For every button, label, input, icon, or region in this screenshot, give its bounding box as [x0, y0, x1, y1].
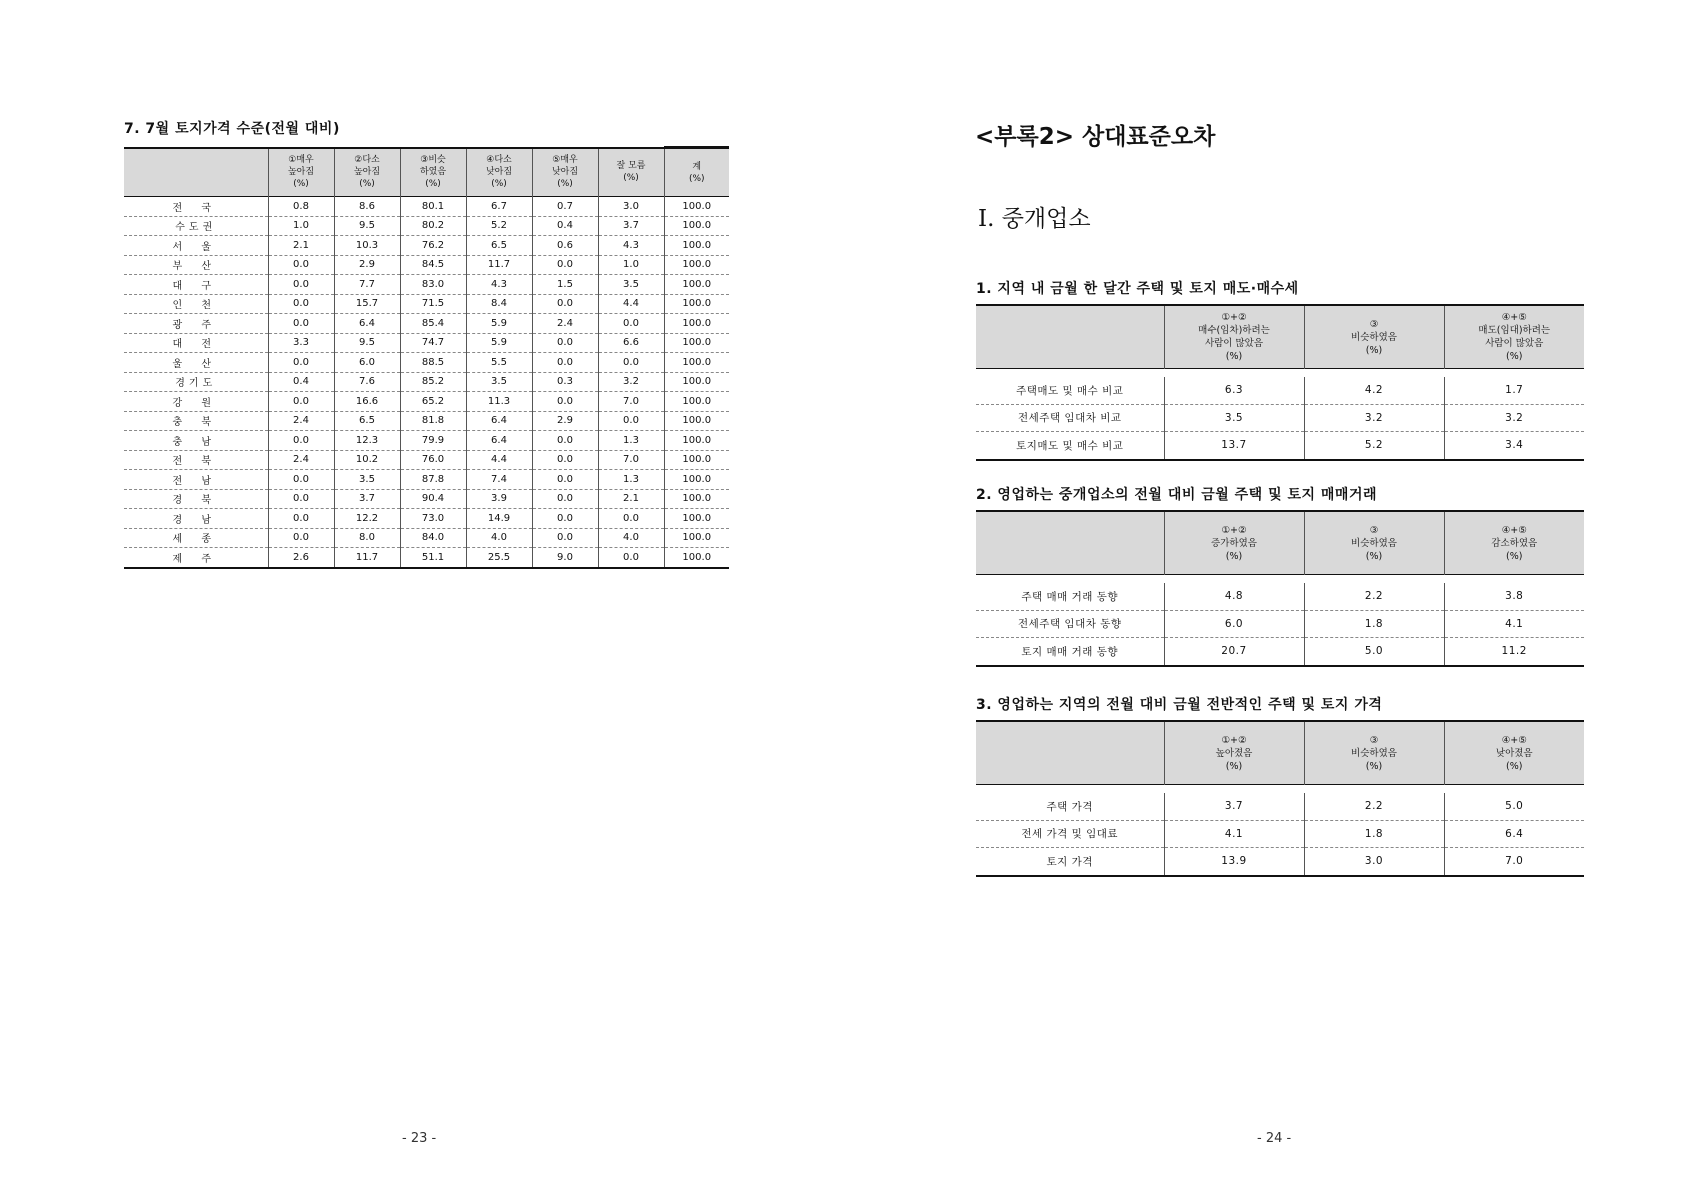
table-row — [976, 820, 1584, 848]
table-body — [124, 197, 729, 568]
spacer-cell — [976, 785, 1164, 794]
spacer-cell — [1304, 785, 1444, 794]
table-cell: 2.4 — [268, 450, 334, 470]
table-cell: 11.3 — [466, 392, 532, 412]
table-cell: 6.0 — [334, 353, 400, 373]
table-cell: 4.8 — [1164, 583, 1304, 610]
row-label: 경 남 — [124, 509, 268, 529]
table-row — [124, 509, 729, 529]
table-cell: 2.6 — [268, 548, 334, 568]
table-cell: 3.0 — [1304, 848, 1444, 876]
transaction-trend-table — [976, 510, 1584, 667]
table-cell: 100.0 — [664, 431, 729, 451]
table-cell: 5.9 — [466, 333, 532, 353]
table-cell: 7.7 — [334, 275, 400, 295]
price-trend-table — [976, 720, 1584, 877]
table-row — [124, 216, 729, 236]
table-cell: 0.0 — [532, 353, 598, 373]
table-cell: 1.3 — [598, 470, 664, 490]
header-corner — [124, 148, 268, 197]
table-cell: 100.0 — [664, 216, 729, 236]
table-cell: 65.2 — [400, 392, 466, 412]
row-label: 경기도 — [124, 372, 268, 392]
table-row — [124, 431, 729, 451]
table-cell: 100.0 — [664, 528, 729, 548]
page-number: - 24 - — [1257, 1131, 1292, 1146]
table-cell: 25.5 — [466, 548, 532, 568]
table-cell: 1.8 — [1304, 820, 1444, 848]
header-corner — [976, 511, 1164, 575]
row-label: 세 종 — [124, 528, 268, 548]
table-cell: 3.3 — [268, 333, 334, 353]
row-label: 전 국 — [124, 197, 268, 217]
table-row — [976, 404, 1584, 432]
spacer-row — [976, 369, 1584, 378]
table-cell: 0.3 — [532, 372, 598, 392]
table-row — [124, 548, 729, 568]
table-cell: 13.9 — [1164, 848, 1304, 876]
table-cell: 0.0 — [268, 353, 334, 373]
table-row — [976, 377, 1584, 404]
header-corner — [976, 305, 1164, 369]
table-cell: 4.0 — [598, 528, 664, 548]
table-cell: 0.7 — [532, 197, 598, 217]
table-cell: 11.7 — [334, 548, 400, 568]
table-row — [124, 372, 729, 392]
table-cell: 80.1 — [400, 197, 466, 217]
table-row — [124, 294, 729, 314]
table-cell: 5.5 — [466, 353, 532, 373]
table-cell: 85.2 — [400, 372, 466, 392]
table-cell: 1.5 — [532, 275, 598, 295]
section-title-1: 1. 지역 내 금월 한 달간 주택 및 토지 매도·매수세 — [976, 281, 1299, 297]
row-label: 인 천 — [124, 294, 268, 314]
table-row — [124, 450, 729, 470]
table-cell: 85.4 — [400, 314, 466, 334]
table-cell: 5.0 — [1304, 638, 1444, 666]
table-cell: 3.5 — [334, 470, 400, 490]
table-row — [124, 489, 729, 509]
table-cell: 3.0 — [598, 197, 664, 217]
table-cell: 71.5 — [400, 294, 466, 314]
table-cell: 7.0 — [1444, 848, 1584, 876]
table-row — [124, 392, 729, 412]
table-cell: 83.0 — [400, 275, 466, 295]
table-cell: 84.5 — [400, 255, 466, 275]
spacer-row — [976, 575, 1584, 584]
table-cell: 3.5 — [1164, 404, 1304, 432]
table-row — [124, 236, 729, 256]
table-row — [976, 610, 1584, 638]
table-cell: 0.0 — [598, 548, 664, 568]
table-row — [976, 793, 1584, 820]
table-cell: 100.0 — [664, 353, 729, 373]
row-label: 경 북 — [124, 489, 268, 509]
row-label: 강 원 — [124, 392, 268, 412]
table-row — [976, 848, 1584, 876]
table-row — [124, 333, 729, 353]
table-cell: 81.8 — [400, 411, 466, 431]
page-number: - 23 - — [402, 1131, 437, 1146]
row-label: 주택 가격 — [976, 793, 1164, 820]
row-label: 토지매도 및 매수 비교 — [976, 432, 1164, 460]
table-row — [124, 528, 729, 548]
table-header-row — [976, 511, 1584, 575]
table-cell: 100.0 — [664, 197, 729, 217]
row-label: 울 산 — [124, 353, 268, 373]
table-cell: 100.0 — [664, 548, 729, 568]
spacer-cell — [1304, 575, 1444, 584]
table-cell: 10.3 — [334, 236, 400, 256]
table-row — [124, 275, 729, 295]
table-cell: 80.2 — [400, 216, 466, 236]
table-cell: 0.0 — [268, 392, 334, 412]
table-cell: 4.0 — [466, 528, 532, 548]
table-cell: 2.2 — [1304, 793, 1444, 820]
table-row — [124, 197, 729, 217]
table-cell: 0.8 — [268, 197, 334, 217]
table-row — [976, 432, 1584, 460]
column-header: ④+⑤ 낮아졌음 (%) — [1444, 721, 1584, 785]
table-cell: 0.0 — [532, 470, 598, 490]
column-header: ②다소 높아짐 (%) — [334, 148, 400, 197]
table-cell: 100.0 — [664, 489, 729, 509]
table-cell: 10.2 — [334, 450, 400, 470]
column-header: ①+② 증가하였음 (%) — [1164, 511, 1304, 575]
table-cell: 0.6 — [532, 236, 598, 256]
table-cell: 100.0 — [664, 314, 729, 334]
header-corner — [976, 721, 1164, 785]
table-cell: 16.6 — [334, 392, 400, 412]
row-label: 전세 가격 및 임대료 — [976, 820, 1164, 848]
table-row — [124, 411, 729, 431]
row-label: 전세주택 임대차 비교 — [976, 404, 1164, 432]
spacer-cell — [1444, 785, 1584, 794]
table-cell: 0.0 — [268, 431, 334, 451]
row-label: 주택매도 및 매수 비교 — [976, 377, 1164, 404]
land-price-level-table — [124, 146, 729, 569]
table-cell: 4.3 — [598, 236, 664, 256]
table-cell: 15.7 — [334, 294, 400, 314]
table-cell: 9.5 — [334, 216, 400, 236]
table-cell: 2.4 — [268, 411, 334, 431]
table-cell: 1.7 — [1444, 377, 1584, 404]
table-cell: 14.9 — [466, 509, 532, 529]
table-cell: 100.0 — [664, 450, 729, 470]
row-label: 충 남 — [124, 431, 268, 451]
table-cell: 0.0 — [532, 528, 598, 548]
table-cell: 5.0 — [1444, 793, 1584, 820]
row-label: 주택 매매 거래 동향 — [976, 583, 1164, 610]
table-cell: 0.0 — [268, 509, 334, 529]
table-cell: 6.6 — [598, 333, 664, 353]
table-cell: 100.0 — [664, 333, 729, 353]
table-cell: 0.0 — [532, 392, 598, 412]
table-cell: 3.7 — [334, 489, 400, 509]
spacer-cell — [976, 369, 1164, 378]
table-cell: 2.4 — [532, 314, 598, 334]
table-cell: 0.4 — [268, 372, 334, 392]
table-cell: 0.0 — [268, 294, 334, 314]
table-cell: 0.0 — [268, 470, 334, 490]
table-cell: 100.0 — [664, 236, 729, 256]
spacer-cell — [1444, 369, 1584, 378]
row-label: 광 주 — [124, 314, 268, 334]
table-cell: 3.4 — [1444, 432, 1584, 460]
column-header: 계 (%) — [664, 148, 729, 197]
table-cell: 3.5 — [466, 372, 532, 392]
row-label: 충 북 — [124, 411, 268, 431]
chapter-title: Ⅰ. 중개업소 — [978, 206, 1091, 232]
table-cell: 6.4 — [1444, 820, 1584, 848]
spacer-row — [976, 785, 1584, 794]
row-label: 전세주택 임대차 동향 — [976, 610, 1164, 638]
table-cell: 0.0 — [532, 489, 598, 509]
table-cell: 6.5 — [334, 411, 400, 431]
row-label: 전 북 — [124, 450, 268, 470]
spacer-cell — [1164, 785, 1304, 794]
table-cell: 2.1 — [598, 489, 664, 509]
row-label: 대 구 — [124, 275, 268, 295]
table-cell: 0.0 — [598, 314, 664, 334]
column-header: ④다소 낮아짐 (%) — [466, 148, 532, 197]
table-cell: 7.6 — [334, 372, 400, 392]
table-cell: 100.0 — [664, 255, 729, 275]
table-cell: 6.0 — [1164, 610, 1304, 638]
section-title-2: 2. 영업하는 중개업소의 전월 대비 금월 주택 및 토지 매매거래 — [976, 487, 1378, 503]
column-header: ③ 비슷하였음 (%) — [1304, 721, 1444, 785]
table-cell: 6.7 — [466, 197, 532, 217]
table-row — [976, 583, 1584, 610]
table-header-row — [976, 721, 1584, 785]
column-header: ③비슷 하였음 (%) — [400, 148, 466, 197]
table-header-row — [124, 148, 729, 197]
spacer-cell — [1164, 369, 1304, 378]
table-cell: 51.1 — [400, 548, 466, 568]
row-label: 토지 매매 거래 동향 — [976, 638, 1164, 666]
column-header: ③ 비슷하였음 (%) — [1304, 511, 1444, 575]
table-cell: 4.1 — [1444, 610, 1584, 638]
table-row — [124, 470, 729, 490]
table-cell: 100.0 — [664, 470, 729, 490]
section-title-3: 3. 영업하는 지역의 전월 대비 금월 전반적인 주택 및 토지 가격 — [976, 697, 1383, 713]
table-cell: 6.4 — [466, 411, 532, 431]
table-cell: 3.2 — [598, 372, 664, 392]
row-label: 전 남 — [124, 470, 268, 490]
table-cell: 4.4 — [598, 294, 664, 314]
table-cell: 9.5 — [334, 333, 400, 353]
table-cell: 100.0 — [664, 294, 729, 314]
table-cell: 5.2 — [1304, 432, 1444, 460]
table-cell: 84.0 — [400, 528, 466, 548]
table-cell: 0.0 — [598, 509, 664, 529]
column-header: ⑤매우 낮아짐 (%) — [532, 148, 598, 197]
table-cell: 7.0 — [598, 392, 664, 412]
table-cell: 8.6 — [334, 197, 400, 217]
table-cell: 100.0 — [664, 275, 729, 295]
table-cell: 11.2 — [1444, 638, 1584, 666]
table-row — [976, 638, 1584, 666]
table-cell: 87.8 — [400, 470, 466, 490]
table-cell: 3.9 — [466, 489, 532, 509]
table-cell: 7.4 — [466, 470, 532, 490]
table-cell: 4.4 — [466, 450, 532, 470]
table-cell: 4.1 — [1164, 820, 1304, 848]
table-cell: 90.4 — [400, 489, 466, 509]
table-cell: 1.3 — [598, 431, 664, 451]
table-cell: 2.1 — [268, 236, 334, 256]
table-cell: 0.0 — [532, 255, 598, 275]
table-cell: 0.0 — [532, 333, 598, 353]
table-cell: 1.0 — [268, 216, 334, 236]
table-cell: 0.0 — [532, 450, 598, 470]
column-header: ①매우 높아짐 (%) — [268, 148, 334, 197]
table-cell: 0.0 — [532, 509, 598, 529]
table-row — [124, 353, 729, 373]
spacer-cell — [1444, 575, 1584, 584]
table-cell: 79.9 — [400, 431, 466, 451]
table-cell: 6.4 — [466, 431, 532, 451]
table-cell: 3.2 — [1304, 404, 1444, 432]
table-cell: 100.0 — [664, 509, 729, 529]
row-label: 부 산 — [124, 255, 268, 275]
appendix-title: <부록2> 상대표준오차 — [975, 124, 1216, 150]
table-cell: 0.0 — [268, 275, 334, 295]
table-cell: 0.0 — [268, 255, 334, 275]
table-cell: 7.0 — [598, 450, 664, 470]
row-label: 대 전 — [124, 333, 268, 353]
table-cell: 8.4 — [466, 294, 532, 314]
spacer-cell — [1304, 369, 1444, 378]
table-cell: 20.7 — [1164, 638, 1304, 666]
table-cell: 100.0 — [664, 372, 729, 392]
table-cell: 1.0 — [598, 255, 664, 275]
table-cell: 1.8 — [1304, 610, 1444, 638]
table-cell: 73.0 — [400, 509, 466, 529]
column-header: ④+⑤ 매도(임대)하려는 사람이 많았음 (%) — [1444, 305, 1584, 369]
table-cell: 76.0 — [400, 450, 466, 470]
table-cell: 12.3 — [334, 431, 400, 451]
table-cell: 3.7 — [1164, 793, 1304, 820]
table-cell: 2.9 — [334, 255, 400, 275]
table-cell: 0.0 — [532, 294, 598, 314]
table-cell: 0.0 — [598, 411, 664, 431]
table-cell: 76.2 — [400, 236, 466, 256]
table-cell: 0.0 — [268, 314, 334, 334]
row-label: 수도권 — [124, 216, 268, 236]
column-header: ①+② 매수(임차)하려는 사람이 많았음 (%) — [1164, 305, 1304, 369]
table-cell: 3.5 — [598, 275, 664, 295]
spacer-cell — [976, 575, 1164, 584]
table-cell: 13.7 — [1164, 432, 1304, 460]
section-title-7: 7. 7월 토지가격 수준(전월 대비) — [124, 121, 340, 137]
table-cell: 5.9 — [466, 314, 532, 334]
table-cell: 74.7 — [400, 333, 466, 353]
table-cell: 100.0 — [664, 392, 729, 412]
column-header: ④+⑤ 감소하였음 (%) — [1444, 511, 1584, 575]
table-cell: 0.0 — [268, 489, 334, 509]
table-row — [124, 314, 729, 334]
row-label: 서 울 — [124, 236, 268, 256]
table-cell: 100.0 — [664, 411, 729, 431]
row-label: 토지 가격 — [976, 848, 1164, 876]
table-cell: 3.8 — [1444, 583, 1584, 610]
table-cell: 0.0 — [268, 528, 334, 548]
table-cell: 0.0 — [532, 431, 598, 451]
spacer-cell — [1164, 575, 1304, 584]
table-cell: 11.7 — [466, 255, 532, 275]
column-header: 잘 모름 (%) — [598, 148, 664, 197]
table-cell: 0.0 — [598, 353, 664, 373]
table-cell: 4.3 — [466, 275, 532, 295]
row-label: 제 주 — [124, 548, 268, 568]
table-cell: 5.2 — [466, 216, 532, 236]
buy-sell-trend-table — [976, 304, 1584, 461]
table-cell: 3.7 — [598, 216, 664, 236]
table-row — [124, 255, 729, 275]
table-cell: 9.0 — [532, 548, 598, 568]
table-cell: 2.2 — [1304, 583, 1444, 610]
column-header: ③ 비슷하였음 (%) — [1304, 305, 1444, 369]
table-cell: 8.0 — [334, 528, 400, 548]
table-cell: 4.2 — [1304, 377, 1444, 404]
table-cell: 88.5 — [400, 353, 466, 373]
table-cell: 3.2 — [1444, 404, 1584, 432]
table-cell: 12.2 — [334, 509, 400, 529]
table-cell: 6.3 — [1164, 377, 1304, 404]
table-cell: 6.4 — [334, 314, 400, 334]
table-cell: 2.9 — [532, 411, 598, 431]
column-header: ①+② 높아졌음 (%) — [1164, 721, 1304, 785]
table-cell: 6.5 — [466, 236, 532, 256]
table-header-row — [976, 305, 1584, 369]
table-cell: 0.4 — [532, 216, 598, 236]
